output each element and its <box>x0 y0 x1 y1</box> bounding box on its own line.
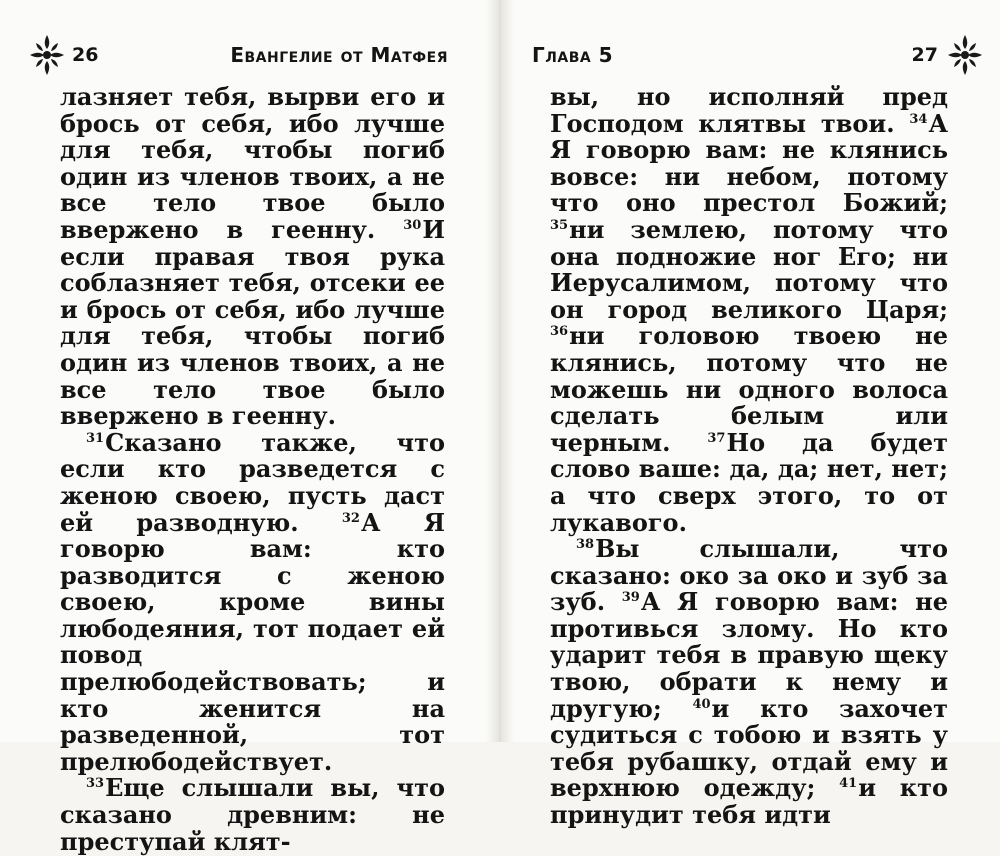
right-body-text <box>550 84 948 829</box>
right-page-number: 27 <box>911 44 938 66</box>
verse-text: ни землею, потому что она подножие ног Его; ни Иерусалимом, потому что он город великого Царя; <box>550 214 948 324</box>
paragraph <box>60 427 445 776</box>
verse-number: 31 <box>86 430 105 446</box>
verse-number: 34 <box>909 111 928 127</box>
fleuron-ornament-icon <box>946 33 984 77</box>
verse-number: 33 <box>86 776 105 792</box>
fleuron-ornament-icon <box>28 33 66 77</box>
left-running-head <box>28 40 448 70</box>
verse-number: 40 <box>692 696 711 712</box>
left-body-text <box>60 84 445 855</box>
verse-text: Сказано также, что если кто разведется с женою своею, пусть даст ей разводную. <box>60 427 445 537</box>
verse-text: Еще слышали вы, что сказано древним: не преступай клят- <box>60 773 445 856</box>
verse-text: А Я говорю вам: кто разводится с женою своею, кроме вины любодеяния, тот подает ей повод прелюбодействовать; и кто женится на разведенной, тот прелюбодействует. <box>60 507 445 776</box>
verse-text: Вы слышали, что сказано: око за око и зуб за зуб. <box>550 534 948 617</box>
verse-text: и кто принудит тебя идти <box>550 773 948 830</box>
verse-number: 30 <box>403 217 422 233</box>
paragraph <box>550 536 948 829</box>
paragraph <box>60 84 445 430</box>
verse-number: 39 <box>621 590 640 606</box>
verse-number: 37 <box>707 430 726 446</box>
paragraph <box>550 84 948 536</box>
left-page-number: 26 <box>72 44 99 66</box>
right-running-title: Глава 5 <box>532 43 614 67</box>
paragraph <box>60 775 445 855</box>
verse-number: 36 <box>550 324 569 340</box>
book-gutter <box>486 0 514 742</box>
verse-number: 32 <box>341 510 360 526</box>
verse-text: и кто захочет судиться с тобою и взять у тебя рубашку, отдай ему и верхнюю одежду; <box>550 693 948 803</box>
verse-text: А Я говорю вам: не противься злому. Но кто ударит тебя в правую щеку твою, обрати к нему и другую; <box>550 587 948 723</box>
left-page <box>0 0 498 856</box>
left-running-title: Евангелие от Матфея <box>230 43 448 67</box>
verse-number: 35 <box>550 217 569 233</box>
verse-text: И если правая твоя рука соблазняет тебя, отсеки ее и брось от себя, ибо лучше для тебя, чтобы погиб один из членов твоих, а не все тело твое было ввержено в геенну. <box>60 214 445 431</box>
verse-number: 38 <box>576 537 595 553</box>
verse-text: А Я говорю вам: не клянись вовсе: ни небом, потому что оно престол Божий; <box>550 108 948 218</box>
right-running-head <box>532 40 962 70</box>
right-page <box>502 0 1000 830</box>
verse-text: лазняет тебя, вырви его и брось от себя, ибо лучше для тебя, чтобы погиб один из членов твоих, а не все тело твое было ввержено в геенну. <box>60 82 445 244</box>
verse-text: вы, но исполняй пред Господом клятвы твои. <box>550 82 948 138</box>
verse-number: 41 <box>839 776 858 792</box>
verse-text: Но да будет слово ваше: да, да; нет, нет; а что сверх этого, то от лукавого. <box>550 427 948 537</box>
verse-text: ни головою твоею не клянись, потому что не можешь ни одного волоса сделать белым или черным. <box>550 321 948 457</box>
